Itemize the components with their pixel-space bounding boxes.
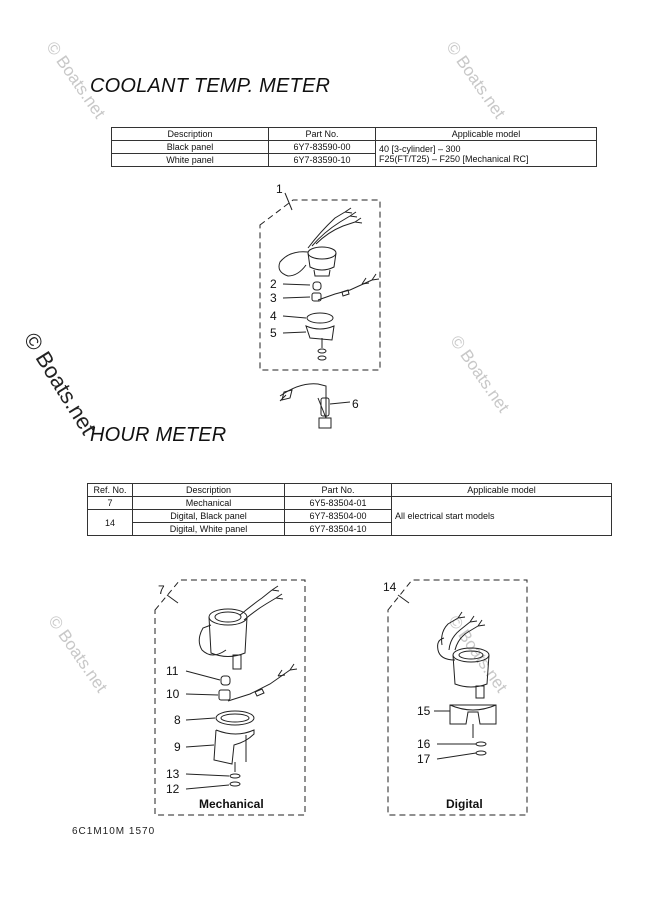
column-header: Applicable model bbox=[376, 128, 597, 141]
column-header: Applicable model bbox=[392, 484, 612, 497]
digital-hour-meter-assembly bbox=[388, 580, 527, 815]
mounting-bracket bbox=[214, 730, 254, 764]
description-cell: Mechanical bbox=[133, 497, 285, 510]
washer bbox=[476, 742, 486, 746]
ref-number-cell: 14 bbox=[88, 510, 133, 536]
gasket-ring bbox=[216, 711, 254, 725]
wire-harness bbox=[449, 622, 470, 650]
applicable-model-line: F25(FT/T25) – F250 [Mechanical RC] bbox=[379, 153, 529, 164]
callout-number: 5 bbox=[270, 326, 277, 340]
nut bbox=[476, 751, 486, 755]
page-code: 6C1M10M 1570 bbox=[72, 826, 156, 837]
description-cell: Digital, Black panel bbox=[133, 510, 285, 523]
applicable-model-line: 40 [3-cylinder] – 300 bbox=[379, 143, 461, 154]
callout-number: 15 bbox=[417, 704, 431, 718]
watermark: © Boats.net bbox=[446, 332, 514, 416]
wire-harness bbox=[279, 252, 308, 276]
callout-number: 4 bbox=[270, 309, 277, 323]
coolant-meter-assembly bbox=[260, 193, 380, 428]
callout-number: 1 bbox=[276, 182, 283, 196]
column-header: Part No. bbox=[269, 128, 376, 141]
callout-number: 10 bbox=[166, 687, 180, 701]
ref-number-cell: 7 bbox=[88, 497, 133, 510]
callout-number: 16 bbox=[417, 737, 431, 751]
callout-number: 7 bbox=[158, 583, 165, 597]
callout-number: 11 bbox=[166, 664, 179, 678]
callout-number: 12 bbox=[166, 782, 180, 796]
description-cell: Digital, White panel bbox=[133, 523, 285, 536]
illumination-lead bbox=[228, 670, 290, 701]
column-header: Description bbox=[133, 484, 285, 497]
watermark: © Boats.net bbox=[442, 38, 510, 122]
callout-number: 6 bbox=[352, 397, 359, 411]
applicable-model-cell: All electrical start models bbox=[392, 497, 612, 536]
bulb bbox=[221, 676, 230, 685]
column-header: Part No. bbox=[285, 484, 392, 497]
leader-line bbox=[285, 193, 292, 210]
column-header: Ref. No. bbox=[88, 484, 133, 497]
description-cell: White panel bbox=[112, 154, 269, 167]
gasket-ring bbox=[307, 313, 333, 323]
bulb-socket bbox=[219, 690, 230, 700]
callout-number: 13 bbox=[166, 767, 180, 781]
part-number-cell: 6Y7-83590-00 bbox=[269, 141, 376, 154]
callout-number: 17 bbox=[417, 752, 431, 766]
mechanical-caption: Mechanical bbox=[199, 797, 264, 811]
part-number-cell: 6Y7-83504-00 bbox=[285, 510, 392, 523]
callout-number: 3 bbox=[270, 291, 277, 305]
watermark: © Boats.net bbox=[42, 38, 110, 122]
description-cell: Black panel bbox=[112, 141, 269, 154]
bulb bbox=[313, 282, 321, 290]
hour-meter-title: HOUR METER bbox=[90, 424, 227, 446]
sender-lead bbox=[318, 280, 372, 300]
group-boundary bbox=[388, 580, 527, 815]
watermark-main: © Boats.net bbox=[18, 328, 102, 440]
part-number-cell: 6Y7-83504-10 bbox=[285, 523, 392, 536]
mounting-bracket bbox=[306, 326, 334, 340]
callout-number: 8 bbox=[174, 713, 181, 727]
meter-body bbox=[453, 648, 489, 662]
part-number-cell: 6Y7-83590-10 bbox=[269, 154, 376, 167]
coolant-meter-title: COOLANT TEMP. METER bbox=[90, 75, 331, 97]
column-header: Description bbox=[112, 128, 269, 141]
gauge-body bbox=[308, 247, 336, 259]
callout-number: 9 bbox=[174, 740, 181, 754]
digital-caption: Digital bbox=[446, 797, 483, 811]
watermark: © Boats.net bbox=[444, 612, 512, 696]
watermark: © Boats.net bbox=[44, 612, 112, 696]
callout-number: 2 bbox=[270, 277, 277, 291]
callout-number: 14 bbox=[383, 580, 397, 594]
part-number-cell: 6Y5-83504-01 bbox=[285, 497, 392, 510]
